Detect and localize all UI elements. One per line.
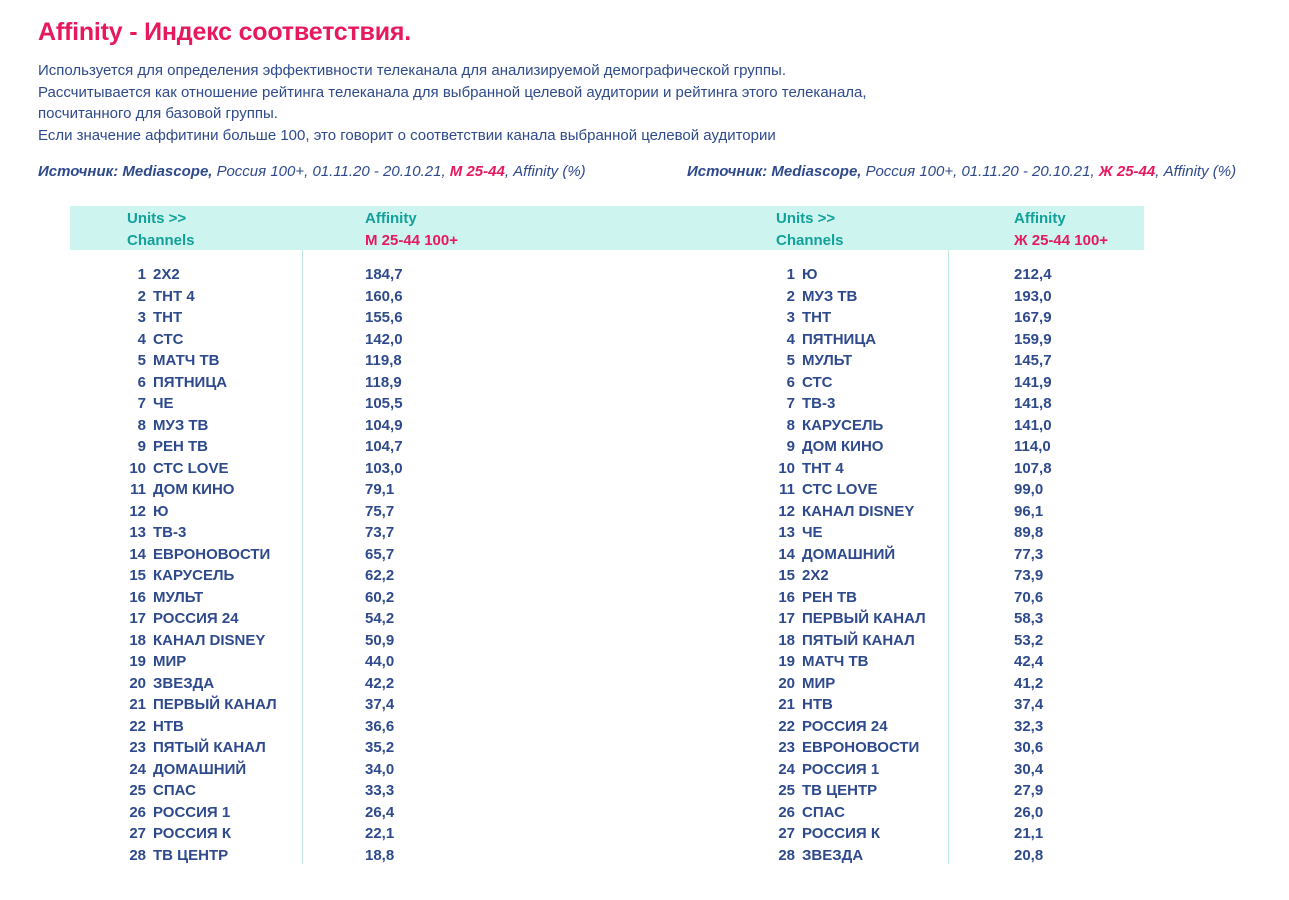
affinity-value: 36,6	[365, 717, 395, 735]
units-label: Units >>	[127, 210, 187, 227]
affinity-value: 20,8	[1014, 846, 1044, 864]
affinity-value: 37,4	[365, 696, 395, 713]
channel-name: МУЗ ТВ	[802, 287, 858, 305]
channel-name: ЗВЕЗДА	[802, 846, 864, 864]
affinity-value: 141,8	[1014, 395, 1052, 412]
right-units-header	[776, 208, 844, 251]
affinity-value: 141,0	[1014, 416, 1052, 434]
right-metric-header	[1014, 208, 1108, 251]
rank-number: 10	[129, 459, 146, 477]
channel-name: СТС	[802, 373, 833, 391]
channel-name: ЕВРОНОВОСТИ	[802, 739, 920, 756]
channel-name: СПАС	[802, 803, 845, 821]
channel-name: ДОМАШНИЙ	[153, 760, 247, 778]
column-divider	[302, 250, 303, 864]
channel-name: МУЛЬТ	[153, 588, 204, 606]
description-line: Если значение аффитини больше 100, это говорит о соответствии канала выбранной целевой аудитории	[38, 126, 776, 144]
source-right	[687, 163, 1236, 180]
source-label: Источник: Mediascope,	[38, 163, 213, 180]
channel-name: РОССИЯ 1	[802, 760, 880, 778]
channels-label: Channels	[776, 231, 844, 249]
channel-name: РЕН ТВ	[802, 588, 858, 606]
rank-number: 15	[129, 567, 146, 584]
rank-number: 9	[786, 438, 795, 455]
rank-number: 6	[786, 373, 795, 391]
affinity-value: 30,4	[1014, 760, 1044, 778]
channel-name: ДОМ КИНО	[802, 438, 884, 455]
rank-number: 27	[778, 825, 795, 842]
affinity-value: 70,6	[1014, 588, 1044, 606]
rank-number: 16	[129, 588, 146, 606]
affinity-value: 58,3	[1014, 610, 1044, 627]
rank-number: 22	[129, 717, 146, 735]
channel-name: МУЗ ТВ	[153, 416, 209, 434]
rank-number: 12	[129, 502, 146, 520]
channel-name: ДОМАШНИЙ	[802, 545, 896, 563]
rank-number: 23	[778, 739, 795, 756]
rank-number: 27	[129, 825, 146, 842]
channel-name: Ю	[802, 266, 818, 283]
affinity-value: 96,1	[1014, 502, 1044, 520]
source-text: Россия 100+, 01.11.20 - 20.10.21,	[861, 163, 1099, 180]
channel-name: Ю	[153, 502, 169, 520]
channel-name: ТВ-3	[153, 524, 187, 541]
rank-number: 19	[778, 653, 795, 670]
rank-number: 19	[129, 653, 146, 670]
channel-name: РОССИЯ 24	[802, 717, 888, 735]
rank-number: 5	[137, 352, 146, 369]
affinity-value: 35,2	[365, 739, 395, 756]
affinity-value: 184,7	[365, 266, 403, 283]
affinity-value: 18,8	[365, 846, 395, 864]
affinity-value: 27,9	[1014, 782, 1044, 799]
channel-name: СТС	[153, 330, 184, 348]
rank-number: 25	[778, 782, 795, 799]
rank-number: 14	[129, 545, 146, 563]
affinity-value: 73,9	[1014, 567, 1044, 584]
left-units-header	[127, 208, 195, 251]
affinity-value: 60,2	[365, 588, 395, 606]
description-line: посчитанного для базовой группы.	[38, 105, 278, 122]
affinity-value: 34,0	[365, 760, 395, 778]
description	[38, 60, 1038, 146]
channel-name: ТВ ЦЕНТР	[802, 782, 878, 799]
affinity-value: 104,7	[365, 438, 403, 455]
channel-name: ПЕРВЫЙ КАНАЛ	[153, 696, 277, 713]
channel-name: НТВ	[802, 696, 833, 713]
affinity-value: 103,0	[365, 459, 403, 477]
rank-number: 6	[137, 373, 146, 391]
affinity-value: 193,0	[1014, 287, 1052, 305]
channel-name: ТНТ	[153, 309, 183, 326]
rank-number: 25	[129, 782, 146, 799]
channel-name: ЕВРОНОВОСТИ	[153, 545, 271, 563]
rank-number: 28	[129, 846, 146, 864]
rank-number: 8	[786, 416, 795, 434]
metric-label: Affinity	[365, 210, 417, 227]
affinity-value: 26,0	[1014, 803, 1044, 821]
rank-number: 15	[778, 567, 795, 584]
channel-name: ПЯТНИЦА	[802, 330, 877, 348]
rank-number: 8	[137, 416, 146, 434]
affinity-value: 73,7	[365, 524, 395, 541]
channels-label: Channels	[127, 231, 195, 249]
table-header-band	[70, 206, 1144, 250]
rank-number: 4	[137, 330, 146, 348]
left-metric-header	[365, 208, 458, 251]
channel-name: ЧЕ	[153, 395, 174, 412]
rank-number: 7	[786, 395, 795, 412]
channel-name: 2X2	[802, 567, 829, 584]
affinity-value: 79,1	[365, 481, 395, 498]
affinity-value: 53,2	[1014, 631, 1044, 649]
source-suffix: , Affinity (%)	[1155, 163, 1237, 180]
affinity-value: 62,2	[365, 567, 395, 584]
affinity-value: 21,1	[1014, 825, 1044, 842]
channel-name: СПАС	[153, 782, 196, 799]
rank-number: 11	[779, 481, 795, 498]
rank-number: 17	[129, 610, 146, 627]
source-target: Ж 25-44	[1098, 163, 1156, 180]
affinity-value: 160,6	[365, 287, 403, 305]
affinity-value: 26,4	[365, 803, 395, 821]
channel-name: РОССИЯ К	[802, 825, 881, 842]
rank-number: 20	[129, 674, 146, 692]
channel-name: ЧЕ	[802, 524, 823, 541]
rank-number: 24	[778, 760, 795, 778]
rank-number: 23	[129, 739, 146, 756]
rank-number: 13	[129, 524, 146, 541]
channel-name: ТНТ	[802, 309, 832, 326]
description-line: Рассчитывается как отношение рейтинга телеканала для выбранной целевой аудитории и рейтинга этого телеканала,	[38, 83, 867, 101]
channel-name: МИР	[153, 653, 187, 670]
description-line: Используется для определения эффективности телеканала для анализируемой демографической группы.	[38, 62, 786, 79]
metric-label: Affinity	[1014, 210, 1066, 227]
rank-number: 20	[778, 674, 795, 692]
channel-name: ПЯТЫЙ КАНАЛ	[802, 631, 915, 649]
rank-number: 4	[786, 330, 795, 348]
affinity-value: 142,0	[365, 330, 403, 348]
affinity-value: 145,7	[1014, 352, 1052, 369]
channel-name: ТНТ 4	[802, 459, 844, 477]
rank-number: 12	[778, 502, 795, 520]
rank-number: 5	[786, 352, 795, 369]
channel-name: ПЯТЫЙ КАНАЛ	[153, 739, 266, 756]
rank-number: 1	[786, 266, 795, 283]
rank-number: 18	[778, 631, 795, 649]
rank-number: 14	[778, 545, 795, 563]
source-label: Источник: Mediascope,	[687, 163, 862, 180]
rank-number: 10	[778, 459, 795, 477]
page-title: Affinity - Индекс соответствия.	[38, 18, 411, 46]
affinity-value: 105,5	[365, 395, 403, 412]
rank-number: 18	[129, 631, 146, 649]
rank-number: 21	[129, 696, 146, 713]
source-target: М 25-44	[449, 163, 505, 180]
channel-name: МАТЧ ТВ	[153, 352, 220, 369]
affinity-value: 41,2	[1014, 674, 1044, 692]
rank-number: 2	[137, 287, 146, 305]
affinity-value: 30,6	[1014, 739, 1044, 756]
channel-name: РОССИЯ К	[153, 825, 232, 842]
rank-number: 13	[778, 524, 795, 541]
channel-name: ПЯТНИЦА	[153, 373, 228, 391]
channel-name: РЕН ТВ	[153, 438, 209, 455]
affinity-value: 37,4	[1014, 696, 1044, 713]
rank-number: 3	[786, 309, 795, 326]
affinity-value: 212,4	[1014, 266, 1052, 283]
rank-number: 11	[130, 481, 146, 498]
channel-name: СТС LOVE	[153, 459, 229, 477]
source-left	[38, 163, 586, 180]
affinity-value: 107,8	[1014, 459, 1052, 477]
channel-name: КАНАЛ DISNEY	[153, 631, 266, 649]
source-suffix: , Affinity (%)	[504, 163, 586, 180]
target-label: Ж 25-44 100+	[1014, 231, 1109, 249]
channel-name: КАНАЛ DISNEY	[802, 502, 915, 520]
affinity-value: 155,6	[365, 309, 403, 326]
source-text: Россия 100+, 01.11.20 - 20.10.21,	[212, 163, 450, 180]
target-label: М 25-44 100+	[365, 231, 458, 249]
affinity-value: 119,8	[365, 352, 402, 369]
channel-name: 2X2	[153, 266, 180, 283]
rank-number: 26	[129, 803, 146, 821]
rank-number: 21	[778, 696, 795, 713]
channel-name: МИР	[802, 674, 836, 692]
affinity-value: 22,1	[365, 825, 395, 842]
channel-name: СТС LOVE	[802, 481, 878, 498]
channel-name: ТВ ЦЕНТР	[153, 846, 229, 864]
rank-number: 2	[786, 287, 795, 305]
channel-name: ПЕРВЫЙ КАНАЛ	[802, 610, 926, 627]
affinity-value: 44,0	[365, 653, 395, 670]
affinity-value: 104,9	[365, 416, 403, 434]
channel-name: РОССИЯ 1	[153, 803, 231, 821]
affinity-value: 32,3	[1014, 717, 1044, 735]
rank-number: 17	[778, 610, 795, 627]
affinity-value: 159,9	[1014, 330, 1052, 348]
affinity-value: 141,9	[1014, 373, 1052, 391]
units-label: Units >>	[776, 210, 836, 227]
channel-name: МАТЧ ТВ	[802, 653, 869, 670]
rank-number: 1	[137, 266, 146, 283]
rank-number: 24	[129, 760, 146, 778]
affinity-value: 118,9	[365, 373, 402, 391]
affinity-value: 89,8	[1014, 524, 1044, 541]
channel-name: ДОМ КИНО	[153, 481, 235, 498]
rank-number: 26	[778, 803, 795, 821]
affinity-value: 42,2	[365, 674, 395, 692]
channel-name: КАРУСЕЛЬ	[153, 567, 235, 584]
channel-name: НТВ	[153, 717, 184, 735]
rank-number: 9	[137, 438, 146, 455]
channel-name: ТВ-3	[802, 395, 836, 412]
affinity-value: 75,7	[365, 502, 395, 520]
rank-number: 7	[137, 395, 146, 412]
affinity-value: 99,0	[1014, 481, 1044, 498]
channel-name: КАРУСЕЛЬ	[802, 416, 884, 434]
channel-name: ЗВЕЗДА	[153, 674, 215, 692]
rank-number: 16	[778, 588, 795, 606]
rank-number: 22	[778, 717, 795, 735]
affinity-value: 65,7	[365, 545, 395, 563]
column-divider	[948, 250, 949, 864]
channel-name: РОССИЯ 24	[153, 610, 239, 627]
rank-number: 28	[778, 846, 795, 864]
rank-number: 3	[137, 309, 146, 326]
affinity-value: 42,4	[1014, 653, 1044, 670]
channel-name: МУЛЬТ	[802, 352, 853, 369]
affinity-value: 77,3	[1014, 545, 1044, 563]
affinity-value: 114,0	[1014, 438, 1051, 455]
channel-name: ТНТ 4	[153, 287, 195, 305]
affinity-value: 50,9	[365, 631, 395, 649]
affinity-value: 167,9	[1014, 309, 1052, 326]
affinity-value: 33,3	[365, 782, 395, 799]
affinity-value: 54,2	[365, 610, 395, 627]
